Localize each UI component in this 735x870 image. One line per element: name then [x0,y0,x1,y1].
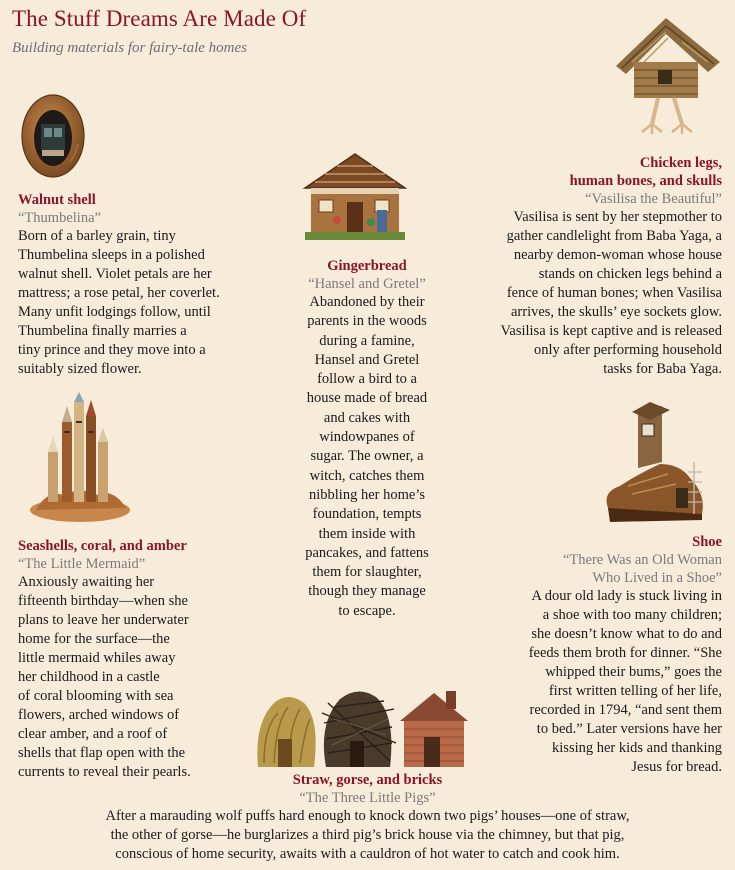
entry-material: Shoe [692,534,722,550]
body-line: windowpanes of [319,429,415,446]
body-line: nibbling her home’s [309,486,425,503]
entry-walnut-shell [18,191,268,379]
page-title: The Stuff Dreams Are Made Of [12,6,307,31]
body-line: Anxiously awaiting her [18,574,155,590]
body-line: kissing her kids and thanking [552,740,722,756]
body-line: Vasilisa is kept captive and is released [500,323,722,339]
body-line: foundation, tempts [312,506,422,523]
entry-body [470,208,722,379]
body-line: suitably sized flower. [18,361,142,377]
body-line: conscious of home security, awaits with a cauldron of hot water to catch and cook him. [115,846,620,862]
entry-story-title: “Hansel and Gretel” [308,276,426,292]
entry-story-title: “Thumbelina” [18,210,101,226]
coral-castle-illustration [28,392,132,524]
body-line: of coral blooming with sea [18,688,174,704]
body-line: sugar. The owner, a [310,448,424,465]
body-line: to bed.” Later versions have her [536,721,722,737]
body-line: fifteenth birthday—when she [18,593,188,609]
body-line: arrives, the skulls’ eye sockets glow. [510,304,722,320]
material-line: Chicken legs, [639,155,722,171]
body-line: tasks for Baba Yaga. [603,361,722,377]
entry-body [20,807,715,864]
entry-body [280,293,454,621]
entry-material [470,154,722,190]
body-line: first written telling of her life, [548,683,722,699]
body-line: during a famine, [319,332,415,349]
body-line: Vasilisa is sent by her stepmother to [513,209,722,225]
body-line: whipped their bums,” goes the [545,664,722,680]
story-line: Who Lived in a Shoe” [592,570,722,586]
body-line: Born of a barley grain, tiny [18,228,176,244]
entry-story-title: “The Three Little Pigs” [299,790,436,806]
entry-body [18,573,268,782]
body-line: the other of gorse—he burglarizes a third pig’s brick house via the chimney, but that pig, [110,827,625,843]
gingerbread-house-illustration [297,148,413,244]
body-line: witch, catches them [309,467,425,484]
body-line: Thumbelina finally marries a [18,323,187,339]
body-line: walnut shell. Violet petals are her [18,266,212,282]
entry-material: Walnut shell [18,192,96,208]
body-line: only after performing household [533,342,722,358]
entry-straw-gorse-bricks [20,771,715,864]
body-line: gather candlelight from Baba Yaga, a [506,228,722,244]
body-line: her childhood in a castle [18,669,160,685]
body-line: clear amber, and a roof of [18,726,168,742]
body-line: tiny prince and they move into a [18,342,206,358]
body-line: she doesn’t know what to do and [531,626,722,642]
body-line: parents in the woods [307,313,427,330]
body-line: fence of human bones; when Vasilisa [506,285,722,301]
body-line: a shoe with too many children; [542,607,722,623]
entry-material: Straw, gorse, and bricks [292,772,443,788]
material-line: human bones, and skulls [569,173,722,189]
body-line: home for the surface—the [18,631,170,647]
body-line: After a marauding wolf puffs hard enough to knock down two pigs’ houses—one of straw, [105,808,630,824]
body-line: Abandoned by their [309,294,425,310]
body-line: pancakes, and fattens [305,544,429,561]
body-line: though they manage [308,583,426,600]
entry-story-title: “Vasilisa the Beautiful” [585,191,722,207]
body-line: recorded in 1794, “and sent them [529,702,722,718]
entry-chicken-legs [470,154,722,379]
body-line: to escape. [338,602,396,619]
entry-gingerbread [280,257,454,621]
body-line: them inside with [318,525,416,542]
entry-story-title [470,551,722,587]
shoe-house-illustration [598,402,718,524]
entry-material: Seashells, coral, and amber [18,538,187,554]
body-line: Thumbelina sleeps in a polished [18,247,205,263]
body-line: nearby demon-woman whose house [513,247,722,263]
entry-body [18,227,268,379]
body-line: Many unfit lodgings follow, until [18,304,211,320]
body-line: stands on chicken legs behind a [538,266,722,282]
body-line: and cakes with [323,409,411,426]
entry-shoe [470,533,722,777]
entry-body [470,587,722,777]
body-line: Jesus for bread. [631,759,722,775]
page-subtitle: Building materials for fairy-tale homes [12,40,247,56]
body-line: flowers, arched windows of [18,707,180,723]
story-line: “There Was an Old Woman [563,552,722,568]
body-line: house made of bread [306,390,428,407]
three-pigs-houses-illustration [254,683,470,773]
body-line: Hansel and Gretel [314,351,420,368]
body-line: A dour old lady is stuck living in [531,588,722,604]
entry-story-title: “The Little Mermaid” [18,556,146,572]
entry-seashells [18,537,268,782]
body-line: follow a bird to a [317,371,417,388]
body-line: currents to reveal their pearls. [18,764,191,780]
chicken-legs-hut-illustration [612,12,722,138]
walnut-shell-house-illustration [20,92,86,178]
body-line: plans to leave her underwater [18,612,189,628]
entry-material: Gingerbread [327,258,407,274]
body-line: feeds them broth for dinner. “She [528,645,722,661]
body-line: them for slaughter, [312,564,422,581]
body-line: little mermaid whiles away [18,650,176,666]
body-line: mattress; a rose petal, her coverlet. [18,285,220,301]
body-line: shells that flap open with the [18,745,186,761]
